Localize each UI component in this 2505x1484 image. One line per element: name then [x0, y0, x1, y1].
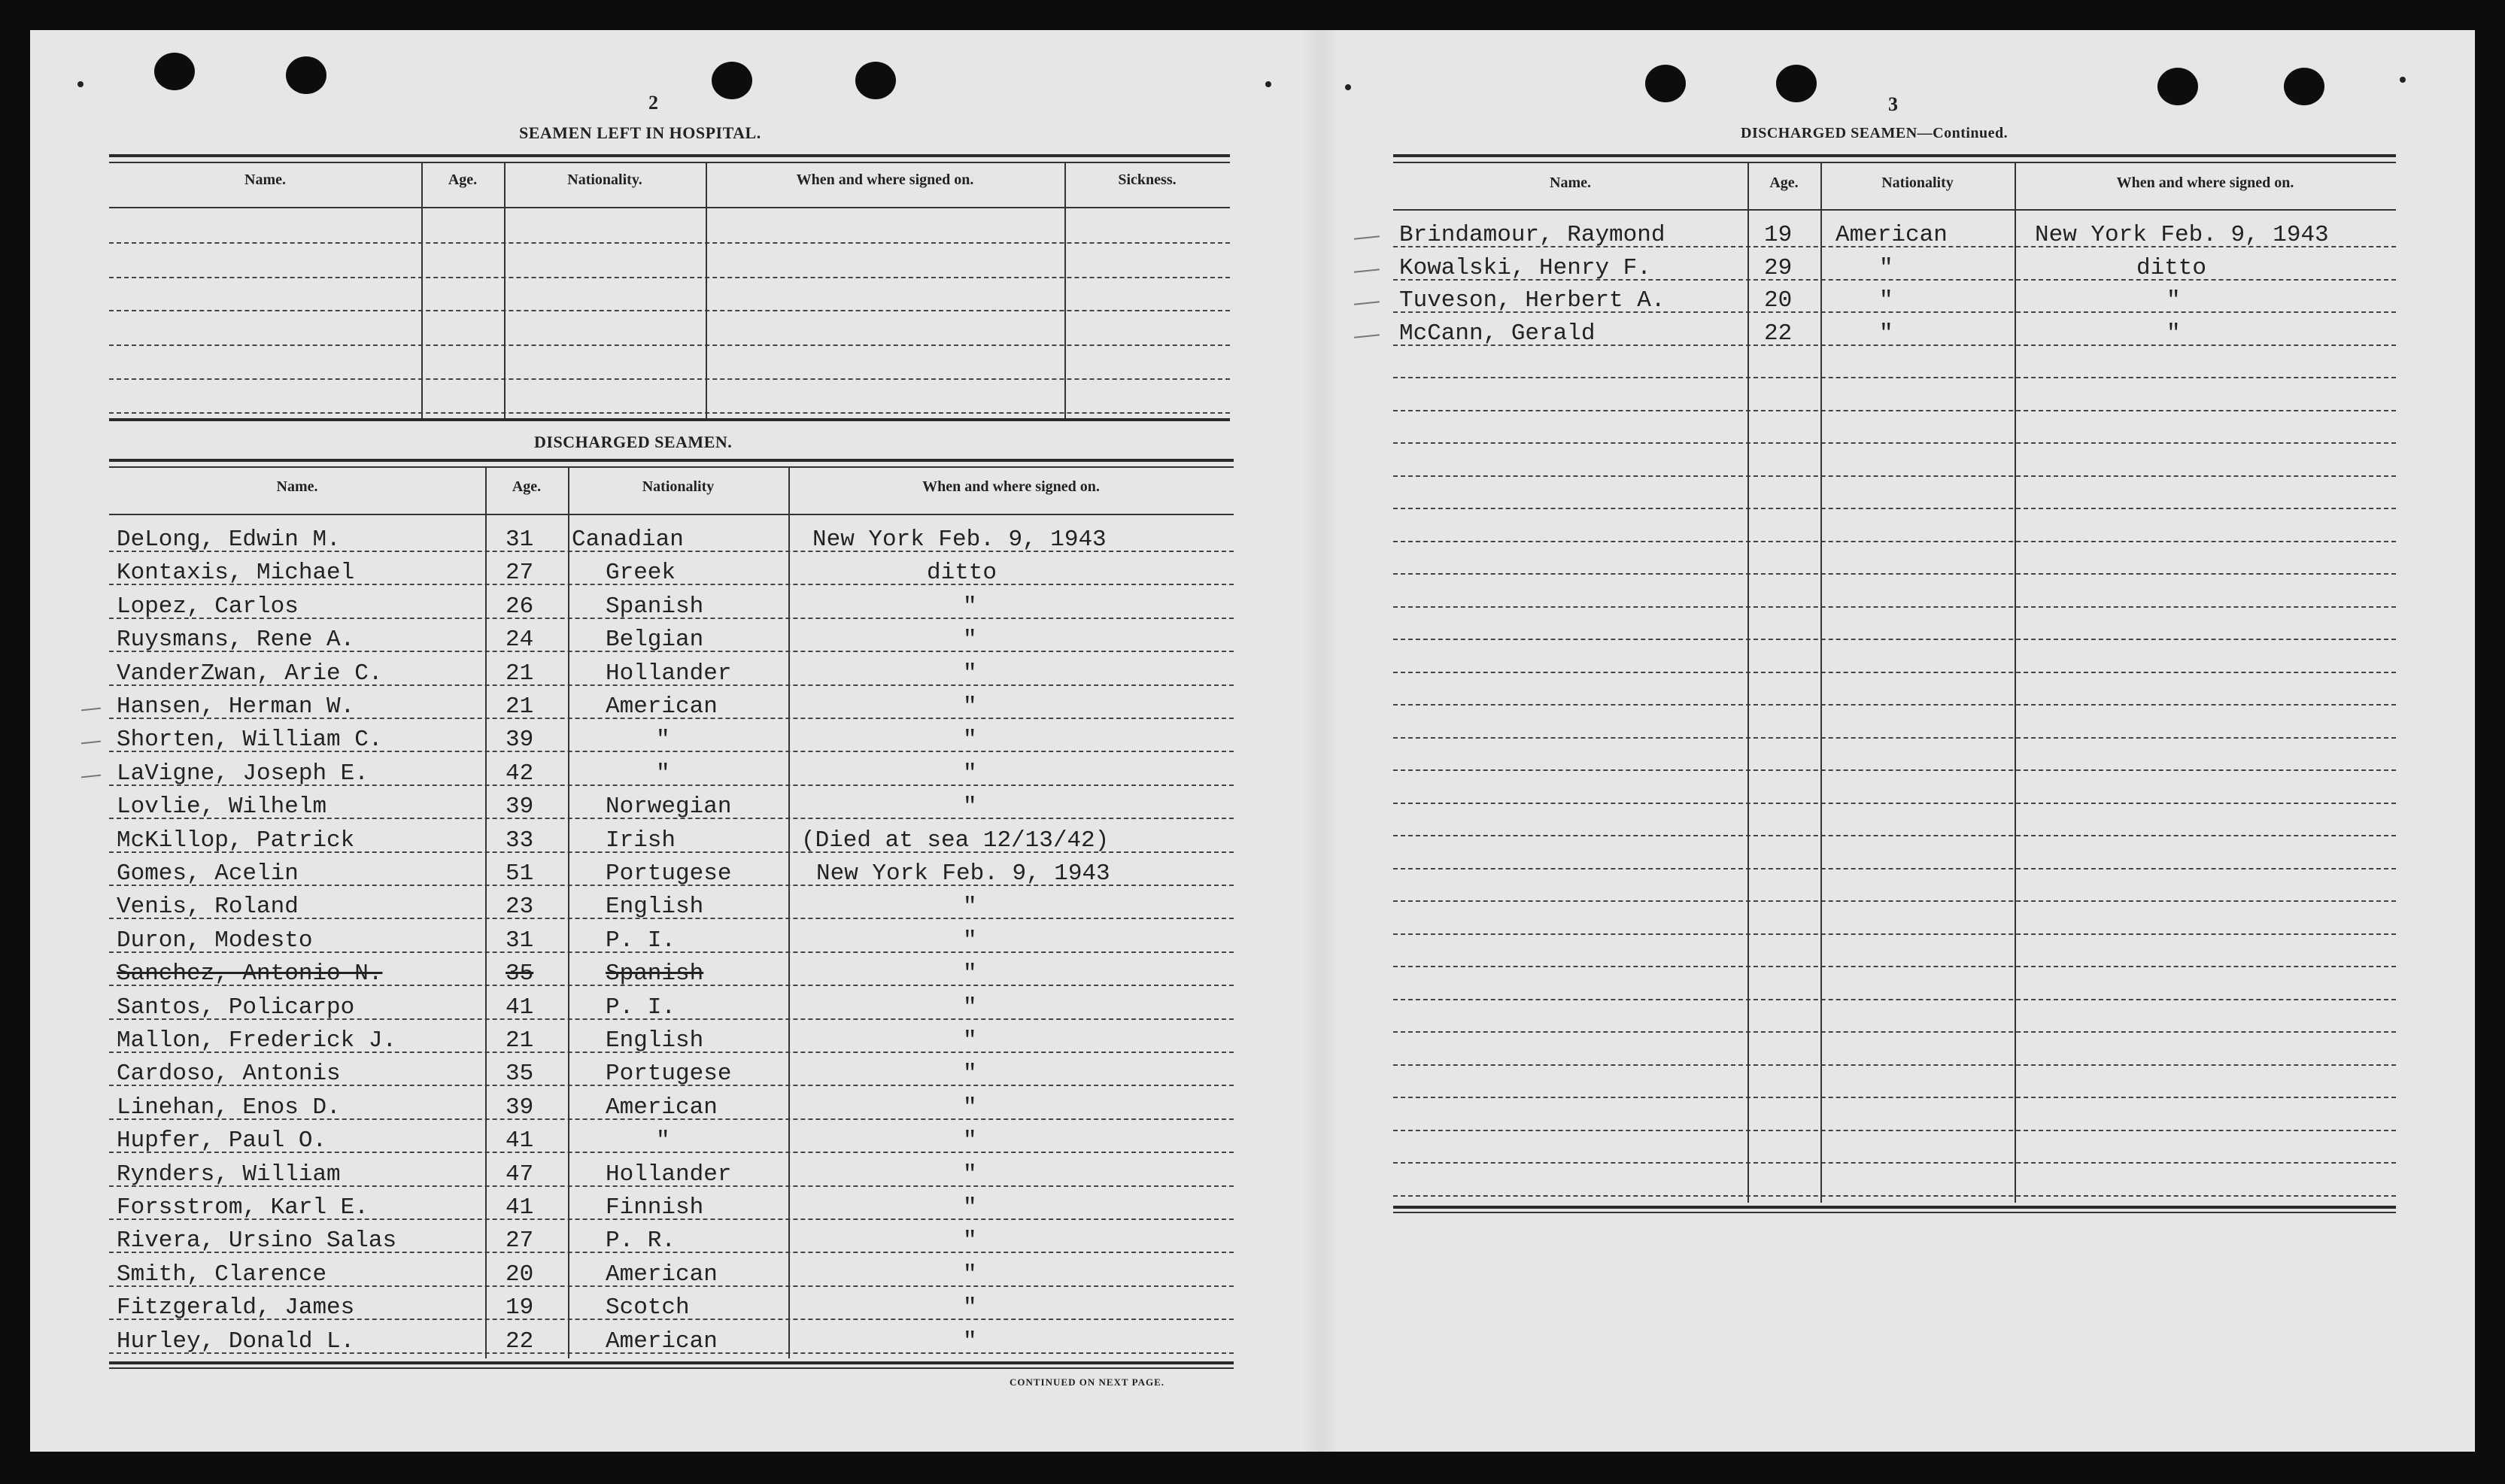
- seaman-name: Forsstrom, Karl E.: [117, 1194, 369, 1221]
- column-header: Age.: [512, 478, 542, 495]
- seaman-nationality: Greek: [606, 560, 676, 586]
- column-rule: [1747, 162, 1749, 1203]
- row-line: [109, 412, 1230, 414]
- pin-dot: [77, 81, 84, 87]
- row-line: [1393, 541, 2396, 542]
- row-line: [1393, 639, 2396, 640]
- seaman-name: Venis, Roland: [117, 894, 299, 920]
- seaman-nationality: American: [606, 693, 718, 720]
- seaman-nationality: Finnish: [606, 1194, 704, 1221]
- column-header: Name.: [276, 478, 318, 495]
- punch-hole: [2284, 68, 2324, 105]
- row-line: [1393, 1162, 2396, 1164]
- column-rule: [504, 162, 506, 418]
- page-fold: [1301, 30, 1339, 1452]
- rule: [1393, 209, 2396, 211]
- seaman-name: Ruysmans, Rene A.: [117, 627, 355, 653]
- row-line: [109, 378, 1230, 380]
- seaman-nationality: ": [656, 1127, 670, 1154]
- seaman-name: Rivera, Ursino Salas: [117, 1228, 397, 1254]
- seaman-name: Sanchez, Antonio N.: [117, 961, 383, 987]
- seaman-age: 23: [506, 894, 534, 920]
- column-header: Name.: [1550, 174, 1591, 191]
- seaman-signed-on: ": [963, 1027, 977, 1054]
- seaman-age: 27: [506, 560, 534, 586]
- punch-hole: [154, 53, 195, 90]
- column-header: Nationality.: [567, 171, 642, 188]
- seaman-age: 24: [506, 627, 534, 653]
- column-header: When and where signed on.: [2116, 174, 2294, 191]
- row-line: [1393, 769, 2396, 771]
- seaman-signed-on: ": [963, 1194, 977, 1221]
- row-line: [1393, 868, 2396, 869]
- row-line: [1393, 803, 2396, 804]
- seaman-signed-on: New York Feb. 9, 1943: [812, 527, 1107, 553]
- seaman-signed-on: ": [963, 1094, 977, 1121]
- seaman-name: Lopez, Carlos: [117, 593, 299, 620]
- seaman-nationality: Portugese: [606, 860, 732, 887]
- seaman-name: Duron, Modesto: [117, 927, 313, 954]
- seaman-signed-on: ditto: [927, 560, 997, 586]
- seaman-name: McCann, Gerald: [1399, 320, 1596, 347]
- seaman-name: Santos, Policarpo: [117, 994, 355, 1021]
- seaman-nationality: ": [1879, 255, 1893, 281]
- seaman-signed-on: New York Feb. 9, 1943: [816, 860, 1110, 887]
- seaman-signed-on: ditto: [2136, 255, 2207, 281]
- punch-hole: [286, 56, 326, 94]
- seaman-nationality: P. I.: [606, 994, 676, 1021]
- pin-dot: [1345, 84, 1351, 90]
- seaman-name: Gomes, Acelin: [117, 860, 299, 887]
- row-line: [1393, 966, 2396, 967]
- seaman-signed-on: ": [963, 627, 977, 653]
- rule: [109, 466, 1234, 468]
- column-header: Nationality: [642, 478, 715, 495]
- seaman-signed-on: ": [963, 727, 977, 753]
- seaman-name: DeLong, Edwin M.: [117, 527, 341, 553]
- seaman-age: 33: [506, 827, 534, 854]
- seaman-age: 27: [506, 1228, 534, 1254]
- seaman-name: Shorten, William C.: [117, 727, 383, 753]
- pin-dot: [1265, 81, 1271, 87]
- seaman-nationality: Hollander: [606, 1161, 732, 1188]
- row-line: [1393, 999, 2396, 1000]
- seaman-nationality: Hollander: [606, 660, 732, 687]
- rule: [109, 514, 1234, 515]
- column-rule: [788, 466, 790, 1358]
- seaman-age: 21: [506, 693, 534, 720]
- column-header: Age.: [1769, 174, 1799, 191]
- seaman-age: 21: [506, 1027, 534, 1054]
- rule: [1393, 154, 2396, 157]
- row-line: [1393, 1064, 2396, 1066]
- seaman-age: 31: [506, 527, 534, 553]
- seaman-name: VanderZwan, Arie C.: [117, 660, 383, 687]
- seaman-signed-on: ": [963, 1061, 977, 1087]
- seaman-name: Linehan, Enos D.: [117, 1094, 341, 1121]
- seaman-age: 39: [506, 727, 534, 753]
- rule: [109, 162, 1230, 163]
- seaman-age: 39: [506, 1094, 534, 1121]
- rule: [109, 418, 1230, 421]
- row-line: [1393, 835, 2396, 836]
- seaman-age: 26: [506, 593, 534, 620]
- seaman-signed-on: ": [963, 927, 977, 954]
- row-line: [1393, 606, 2396, 608]
- column-rule: [421, 162, 423, 418]
- column-rule: [1064, 162, 1066, 418]
- seaman-nationality: Scotch: [606, 1294, 690, 1321]
- rule: [1393, 162, 2396, 163]
- row-line: [109, 277, 1230, 278]
- seaman-signed-on: ": [963, 1328, 977, 1355]
- seaman-nationality: ": [1879, 287, 1893, 314]
- seaman-signed-on: ": [963, 1127, 977, 1154]
- column-rule: [1820, 162, 1822, 1203]
- column-header: Age.: [448, 171, 478, 188]
- row-line: [1393, 1097, 2396, 1098]
- seaman-age: 21: [506, 660, 534, 687]
- seaman-nationality: Belgian: [606, 627, 704, 653]
- seaman-nationality: American: [606, 1261, 718, 1288]
- rule: [109, 207, 1230, 208]
- seaman-name: Mallon, Frederick J.: [117, 1027, 397, 1054]
- rule: [109, 459, 1234, 462]
- row-line: [1393, 1130, 2396, 1131]
- row-line: [1393, 573, 2396, 575]
- column-rule: [568, 466, 569, 1358]
- row-line: [1393, 377, 2396, 378]
- seaman-age: 35: [506, 1061, 534, 1087]
- seaman-name: LaVigne, Joseph E.: [117, 760, 369, 787]
- seaman-age: 47: [506, 1161, 534, 1188]
- seaman-signed-on: (Died at sea 12/13/42): [801, 827, 1110, 854]
- column-rule: [706, 162, 707, 418]
- seaman-age: 20: [1764, 287, 1793, 314]
- seaman-name: Lovlie, Wilhelm: [117, 794, 327, 820]
- seaman-name: Kontaxis, Michael: [117, 560, 355, 586]
- punch-hole: [1776, 65, 1817, 102]
- seaman-age: 22: [1764, 320, 1793, 347]
- row-line: [1393, 672, 2396, 673]
- column-rule: [485, 466, 487, 1358]
- seaman-signed-on: ": [963, 660, 977, 687]
- rule: [109, 1367, 1234, 1369]
- seaman-nationality: ": [656, 760, 670, 787]
- seaman-signed-on: ": [2166, 287, 2181, 314]
- seaman-nationality: American: [1835, 222, 1948, 248]
- seaman-nationality: P. I.: [606, 927, 676, 954]
- seaman-age: 22: [506, 1328, 534, 1355]
- seaman-name: Brindamour, Raymond: [1399, 222, 1665, 248]
- seaman-signed-on: ": [963, 1161, 977, 1188]
- seaman-nationality: Canadian: [572, 527, 684, 553]
- seaman-nationality: Norwegian: [606, 794, 732, 820]
- row-line: [1393, 410, 2396, 411]
- seaman-nationality: American: [606, 1328, 718, 1355]
- row-line: [1393, 475, 2396, 477]
- row-line: [1393, 737, 2396, 739]
- seaman-signed-on: ": [963, 994, 977, 1021]
- row-line: [1393, 933, 2396, 935]
- seaman-name: Fitzgerald, James: [117, 1294, 355, 1321]
- seaman-signed-on: ": [963, 961, 977, 987]
- seaman-name: Smith, Clarence: [117, 1261, 327, 1288]
- punch-hole: [2157, 68, 2198, 105]
- discharged-section-title: DISCHARGED SEAMEN.: [534, 432, 733, 451]
- continued-section-title: DISCHARGED SEAMEN—Continued.: [1741, 125, 2009, 141]
- seaman-name: Tuveson, Herbert A.: [1399, 287, 1665, 314]
- seaman-nationality: Spanish: [606, 593, 704, 620]
- seaman-age: 41: [506, 1127, 534, 1154]
- seaman-name: Rynders, William: [117, 1161, 341, 1188]
- column-header: Name.: [244, 171, 286, 188]
- seaman-nationality: Portugese: [606, 1061, 732, 1087]
- seaman-signed-on: ": [963, 693, 977, 720]
- row-line: [1393, 900, 2396, 902]
- seaman-age: 20: [506, 1261, 534, 1288]
- seaman-age: 51: [506, 860, 534, 887]
- seaman-age: 42: [506, 760, 534, 787]
- punch-hole: [1645, 65, 1686, 102]
- seaman-nationality: Spanish: [606, 961, 704, 987]
- seaman-name: McKillop, Patrick: [117, 827, 355, 854]
- seaman-age: 35: [506, 961, 534, 987]
- seaman-name: Hansen, Herman W.: [117, 693, 355, 720]
- column-header: Sickness.: [1118, 171, 1177, 188]
- seaman-age: 39: [506, 794, 534, 820]
- row-line: [1393, 1195, 2396, 1197]
- seaman-nationality: American: [606, 1094, 718, 1121]
- seaman-age: 31: [506, 927, 534, 954]
- seaman-name: Hurley, Donald L.: [117, 1328, 355, 1355]
- punch-hole: [712, 62, 752, 99]
- right-page-number: 3: [1888, 93, 1898, 115]
- row-line: [109, 242, 1230, 244]
- seaman-name: Kowalski, Henry F.: [1399, 255, 1651, 281]
- row-line: [109, 344, 1230, 346]
- column-rule: [2015, 162, 2016, 1203]
- rule: [1393, 1212, 2396, 1213]
- seaman-nationality: ": [656, 727, 670, 753]
- seaman-signed-on: ": [963, 760, 977, 787]
- seaman-nationality: P. R.: [606, 1228, 676, 1254]
- row-line: [1393, 508, 2396, 509]
- seaman-signed-on: ": [963, 894, 977, 920]
- column-header: When and where signed on.: [922, 478, 1100, 495]
- row-line: [1393, 1031, 2396, 1033]
- column-header: Nationality: [1881, 174, 1954, 191]
- seaman-signed-on: ": [963, 1228, 977, 1254]
- seaman-age: 29: [1764, 255, 1793, 281]
- continued-note: CONTINUED ON NEXT PAGE.: [1010, 1376, 1164, 1388]
- seaman-age: 41: [506, 1194, 534, 1221]
- hospital-section-title: SEAMEN LEFT IN HOSPITAL.: [519, 123, 761, 142]
- seaman-age: 41: [506, 994, 534, 1021]
- rule: [109, 1361, 1234, 1364]
- left-page-number: 2: [648, 92, 658, 114]
- seaman-age: 19: [1764, 222, 1793, 248]
- pin-dot: [2400, 77, 2406, 83]
- row-line: [1393, 442, 2396, 444]
- column-header: When and where signed on.: [796, 171, 974, 188]
- seaman-name: Hupfer, Paul O.: [117, 1127, 327, 1154]
- seaman-signed-on: ": [2166, 320, 2181, 347]
- rule: [109, 154, 1230, 157]
- seaman-signed-on: ": [963, 1261, 977, 1288]
- seaman-nationality: English: [606, 1027, 704, 1054]
- seaman-nationality: ": [1879, 320, 1893, 347]
- seaman-nationality: English: [606, 894, 704, 920]
- punch-hole: [855, 62, 896, 99]
- row-line: [1393, 704, 2396, 706]
- seaman-age: 19: [506, 1294, 534, 1321]
- seaman-signed-on: ": [963, 794, 977, 820]
- seaman-nationality: Irish: [606, 827, 676, 854]
- seaman-name: Cardoso, Antonis: [117, 1061, 341, 1087]
- seaman-signed-on: ": [963, 1294, 977, 1321]
- seaman-signed-on: ": [963, 593, 977, 620]
- row-line: [109, 310, 1230, 311]
- seaman-signed-on: New York Feb. 9, 1943: [2035, 222, 2329, 248]
- rule: [1393, 1206, 2396, 1209]
